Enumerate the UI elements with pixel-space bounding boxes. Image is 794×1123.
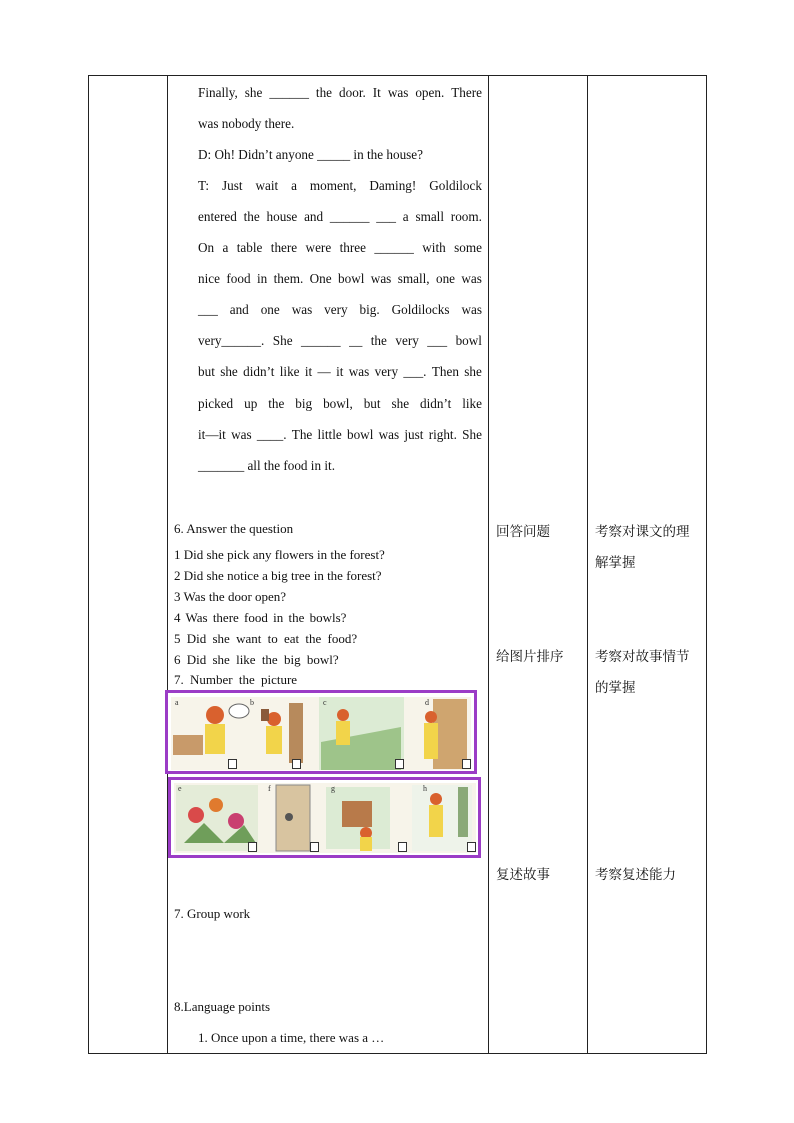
- passage-word: was: [387, 85, 409, 100]
- passage-word: in: [256, 271, 268, 286]
- table-col-border-2: [167, 75, 168, 1054]
- passage-word: table: [236, 240, 263, 255]
- passage-word: it: [304, 364, 313, 379]
- passage-word: nice: [198, 271, 220, 286]
- passage-word: very: [395, 333, 419, 348]
- question-4: 4 Was there food in the bowls?: [174, 610, 347, 625]
- passage-word: One: [309, 271, 332, 286]
- passage-word: didn’t: [420, 396, 452, 411]
- passage-line: [198, 209, 482, 225]
- passage-word: the: [370, 333, 387, 348]
- passage-line: [198, 271, 482, 287]
- passage-word: Finally,: [198, 85, 238, 100]
- picture-letter-c: c: [323, 698, 327, 707]
- passage-word: and: [229, 302, 249, 317]
- activity-retell: 复述故事: [496, 867, 550, 883]
- passage-word: she: [220, 364, 238, 379]
- passage-word: open.: [415, 85, 445, 100]
- passage-word: door.: [339, 85, 366, 100]
- purpose-2-line-1: 考察对故事情节: [595, 649, 690, 665]
- answer-box-d[interactable]: [462, 759, 471, 769]
- answer-box-e[interactable]: [248, 842, 257, 852]
- passage-word: ____.: [256, 427, 287, 442]
- passage-word: she: [391, 396, 410, 411]
- answer-box-f[interactable]: [310, 842, 319, 852]
- picture-letter-a: a: [175, 698, 179, 707]
- passage-word: she: [464, 364, 482, 379]
- passage-word: The: [291, 427, 313, 442]
- passage-word: but: [363, 396, 381, 411]
- story-illustrations-2: [174, 783, 476, 853]
- passage-word: __: [349, 333, 363, 348]
- passage-word: She: [462, 427, 482, 442]
- passage-line: [198, 364, 482, 380]
- passage-word: was: [378, 427, 400, 442]
- purpose-1-line-1: 考察对课文的理: [595, 524, 690, 540]
- picture-letter-d: d: [425, 698, 429, 707]
- passage-word: ______: [269, 85, 309, 100]
- passage-word: On: [198, 240, 215, 255]
- answer-box-h[interactable]: [467, 842, 476, 852]
- question-1: 1 Did she pick any flowers in the forest?: [174, 547, 385, 562]
- passage-word: Then: [431, 364, 459, 379]
- passage-word: wait: [255, 178, 279, 193]
- passage-word: T:: [198, 178, 210, 193]
- activity-answer: 回答问题: [496, 524, 550, 540]
- passage-line: [198, 302, 482, 318]
- passage-word: was: [370, 271, 392, 286]
- section-8-title: 8.Language points: [174, 999, 271, 1014]
- passage-word: It: [372, 85, 381, 100]
- passage-word: ___: [427, 333, 448, 348]
- passage-word: small: [415, 209, 445, 224]
- answer-box-a[interactable]: [228, 759, 237, 769]
- passage-word: She: [272, 333, 293, 348]
- passage-word: food: [226, 271, 251, 286]
- passage-word: a: [291, 178, 297, 193]
- passage-word: ___: [198, 302, 218, 317]
- section-7-group-work: 7. Group work: [174, 906, 251, 921]
- passage-word: just: [404, 427, 424, 442]
- passage-word: bowl: [338, 271, 365, 286]
- passage-word: she: [244, 85, 263, 100]
- table-col-border-5: [706, 75, 707, 1054]
- passage-word: Goldilocks: [391, 302, 450, 317]
- picture-letter-b: b: [250, 698, 254, 707]
- section-7-title: 7. Number the picture: [174, 672, 298, 687]
- passage-word: was: [348, 364, 370, 379]
- passage-word: ______: [301, 333, 341, 348]
- passage-word: bowl,: [323, 396, 353, 411]
- answer-box-g[interactable]: [398, 842, 407, 852]
- passage-word: right.: [428, 427, 457, 442]
- answer-box-c[interactable]: [395, 759, 404, 769]
- passage-word: didn’t: [243, 364, 275, 379]
- purpose-2-line-2: 的掌握: [595, 680, 636, 696]
- question-5: 5 Did she want to eat the food?: [174, 631, 358, 646]
- passage-word: three: [339, 240, 366, 255]
- passage-word: the: [315, 85, 333, 100]
- purpose-1-line-2: 解掌握: [595, 555, 636, 571]
- passage-line: _______ all the food in it.: [198, 458, 335, 473]
- passage-word: Just: [222, 178, 243, 193]
- passage-word: one: [435, 271, 456, 286]
- passage-word: moment,: [309, 178, 357, 193]
- story-illustrations-1: [171, 697, 471, 770]
- passage-word: it—it: [198, 427, 226, 442]
- passage-word: a: [402, 209, 409, 224]
- table-bottom-border: [88, 1053, 707, 1054]
- passage-word: it: [336, 364, 344, 379]
- purpose-3: 考察复述能力: [595, 867, 676, 883]
- passage-word: ______: [329, 209, 370, 224]
- table-col-border-4: [587, 75, 588, 1054]
- passage-word: entered: [198, 209, 237, 224]
- passage-word: was: [461, 302, 482, 317]
- passage-word: was: [461, 271, 482, 286]
- passage-line: [198, 178, 482, 194]
- question-3: 3 Was the door open?: [174, 589, 287, 604]
- passage-word: one: [260, 302, 280, 317]
- passage-word: very: [324, 302, 348, 317]
- question-2: 2 Did she notice a big tree in the forest?: [174, 568, 382, 583]
- answer-box-b[interactable]: [292, 759, 301, 769]
- passage-word: like: [279, 364, 300, 379]
- passage-word: small,: [397, 271, 430, 286]
- picture-letter-e: e: [178, 784, 182, 793]
- picture-letter-g: g: [331, 784, 335, 793]
- passage-word: big: [295, 396, 313, 411]
- passage-line: [198, 240, 482, 256]
- passage-word: some: [454, 240, 482, 255]
- passage-line: was nobody there.: [198, 116, 295, 131]
- section-6-title: 6. Answer the question: [174, 521, 294, 536]
- passage-line: [198, 85, 482, 101]
- passage-word: bowl: [346, 427, 374, 442]
- passage-word: there: [270, 240, 298, 255]
- picture-letter-h: h: [423, 784, 427, 793]
- passage-word: very: [374, 364, 399, 379]
- passage-word: ___.: [403, 364, 427, 379]
- table-col-border-3: [488, 75, 489, 1054]
- passage-word: very______.: [198, 333, 265, 348]
- passage-word: little: [317, 427, 342, 442]
- passage-line: [198, 427, 482, 443]
- passage-word: the: [268, 396, 285, 411]
- story-picture-strip-1: [171, 697, 471, 770]
- table-col-border-1: [88, 75, 89, 1054]
- picture-letter-f: f: [268, 784, 271, 793]
- passage-word: —: [317, 364, 331, 379]
- passage-word: and: [304, 209, 324, 224]
- passage-word: but: [198, 364, 215, 379]
- passage-word: the: [243, 209, 260, 224]
- passage-word: There: [451, 85, 482, 100]
- passage-word: them.: [273, 271, 304, 286]
- passage-word: was: [291, 302, 313, 317]
- story-picture-strip-2: [174, 783, 476, 853]
- passage-word: like: [462, 396, 482, 411]
- question-6: 6 Did she like the big bowl?: [174, 652, 339, 667]
- passage-line: [198, 396, 482, 412]
- passage-line: [198, 333, 482, 349]
- passage-word: a: [222, 240, 229, 255]
- passage-word: were: [305, 240, 332, 255]
- passage-word: bowl: [455, 333, 482, 348]
- language-point-1: 1. Once upon a time, there was a …: [198, 1030, 385, 1045]
- passage-word: ______: [374, 240, 414, 255]
- passage-word: was: [231, 427, 252, 442]
- passage-word: Daming!: [369, 178, 417, 193]
- passage-word: big.: [359, 302, 380, 317]
- passage-word: up: [244, 396, 258, 411]
- table-top-border: [88, 75, 707, 76]
- activity-order-pictures: 给图片排序: [496, 649, 564, 665]
- passage-word: picked: [198, 396, 234, 411]
- passage-line: D: Oh! Didn’t anyone _____ in the house?: [198, 147, 424, 162]
- passage-word: with: [422, 240, 446, 255]
- passage-word: Goldilock: [429, 178, 482, 193]
- passage-word: ___: [376, 209, 397, 224]
- passage-word: house: [266, 209, 298, 224]
- passage-word: room.: [450, 209, 482, 224]
